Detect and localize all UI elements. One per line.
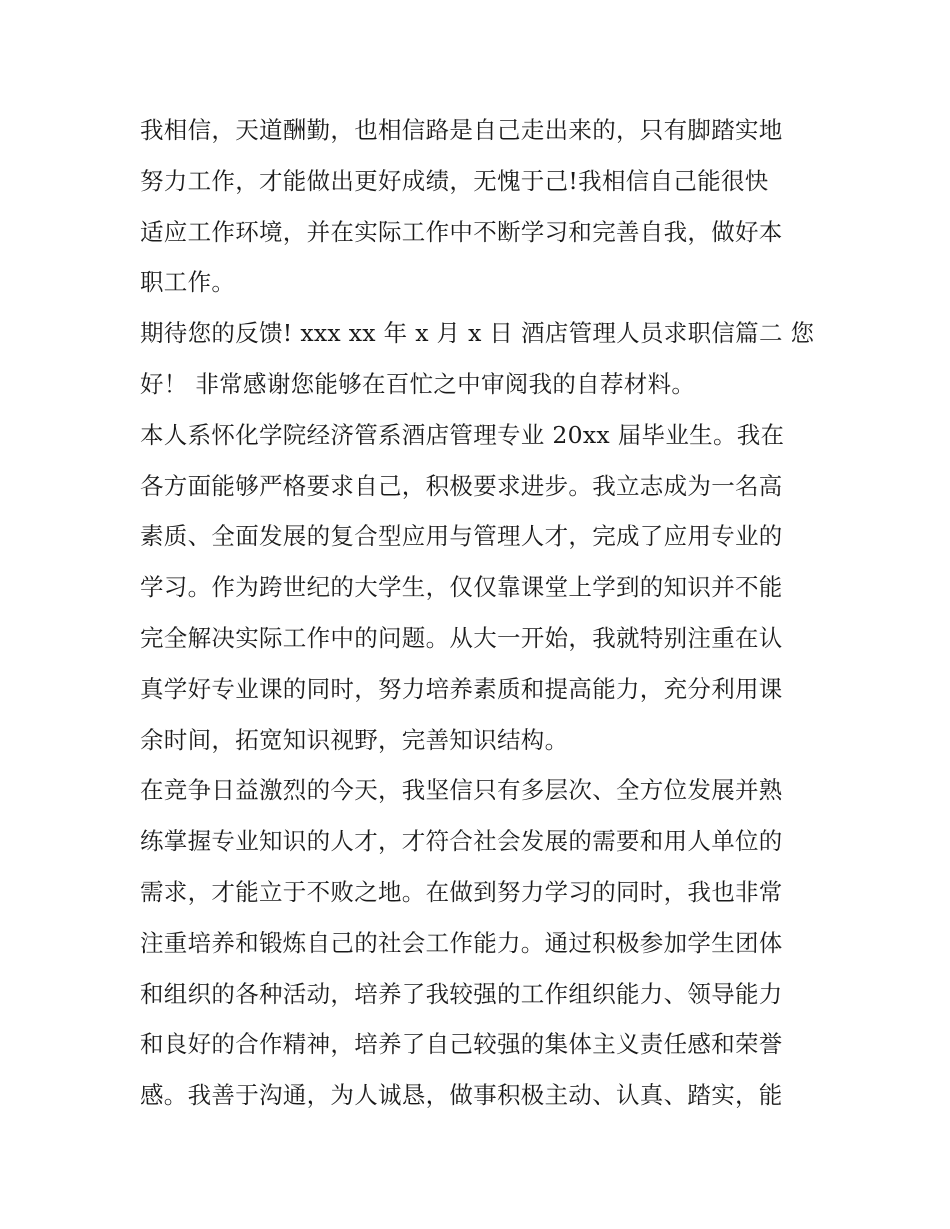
letter-body [140,105,820,1121]
text-line: 余时间，拓宽知识视野，完善知识结构。 [140,725,569,754]
text-line: 期待您的反馈! xxx xx 年 x 月 x 日 酒店管理人员求职信篇二 您 [140,319,815,348]
text-line: 和良好的合作精神，培养了自己较强的集体主义责任感和荣誉 [140,1030,783,1059]
text-line: 需求，才能立于不败之地。在做到努力学习的同时，我也非常 [140,877,783,906]
text-line: 好！ 非常感谢您能够在百忙之中审阅我的自荐材料。 [140,369,696,398]
text-line: 注重培养和锻炼自己的社会工作能力。通过积极参加学生团体 [140,928,783,957]
text-line: 职工作。 [140,268,236,297]
text-line: 本人系怀化学院经济管系酒店管理专业 20xx 届毕业生。我在 [140,420,785,449]
text-line: 真学好专业课的同时，努力培养素质和提高能力，充分利用课 [140,674,783,703]
text-line: 和组织的各种活动，培养了我较强的工作组织能力、领导能力 [140,979,783,1008]
text-line: 在竞争日益激烈的今天，我坚信只有多层次、全方位发展并熟 [140,776,783,805]
text-line: 我相信，天道酬勤，也相信路是自己走出来的，只有脚踏实地 [140,116,783,144]
text-line: 各方面能够严格要求自己，积极要求进步。我立志成为一名高 [140,471,783,500]
text-line: 练掌握专业知识的人才，才符合社会发展的需要和用人单位的 [140,827,783,856]
text-line: 素质、全面发展的复合型应用与管理人才，完成了应用专业的 [140,522,783,551]
text-line: 完全解决实际工作中的问题。从大一开始，我就特别注重在认 [140,623,783,652]
text-line: 感。我善于沟通，为人诚恳，做事积极主动、认真、踏实，能 [140,1081,783,1110]
text-line: 适应工作环境，并在实际工作中不断学习和完善自我，做好本 [140,217,783,246]
text-line: 努力工作，才能做出更好成绩，无愧于己!我相信自己能很快 [140,166,769,195]
text-line: 学习。作为跨世纪的大学生，仅仅靠课堂上学到的知识并不能 [140,573,783,602]
